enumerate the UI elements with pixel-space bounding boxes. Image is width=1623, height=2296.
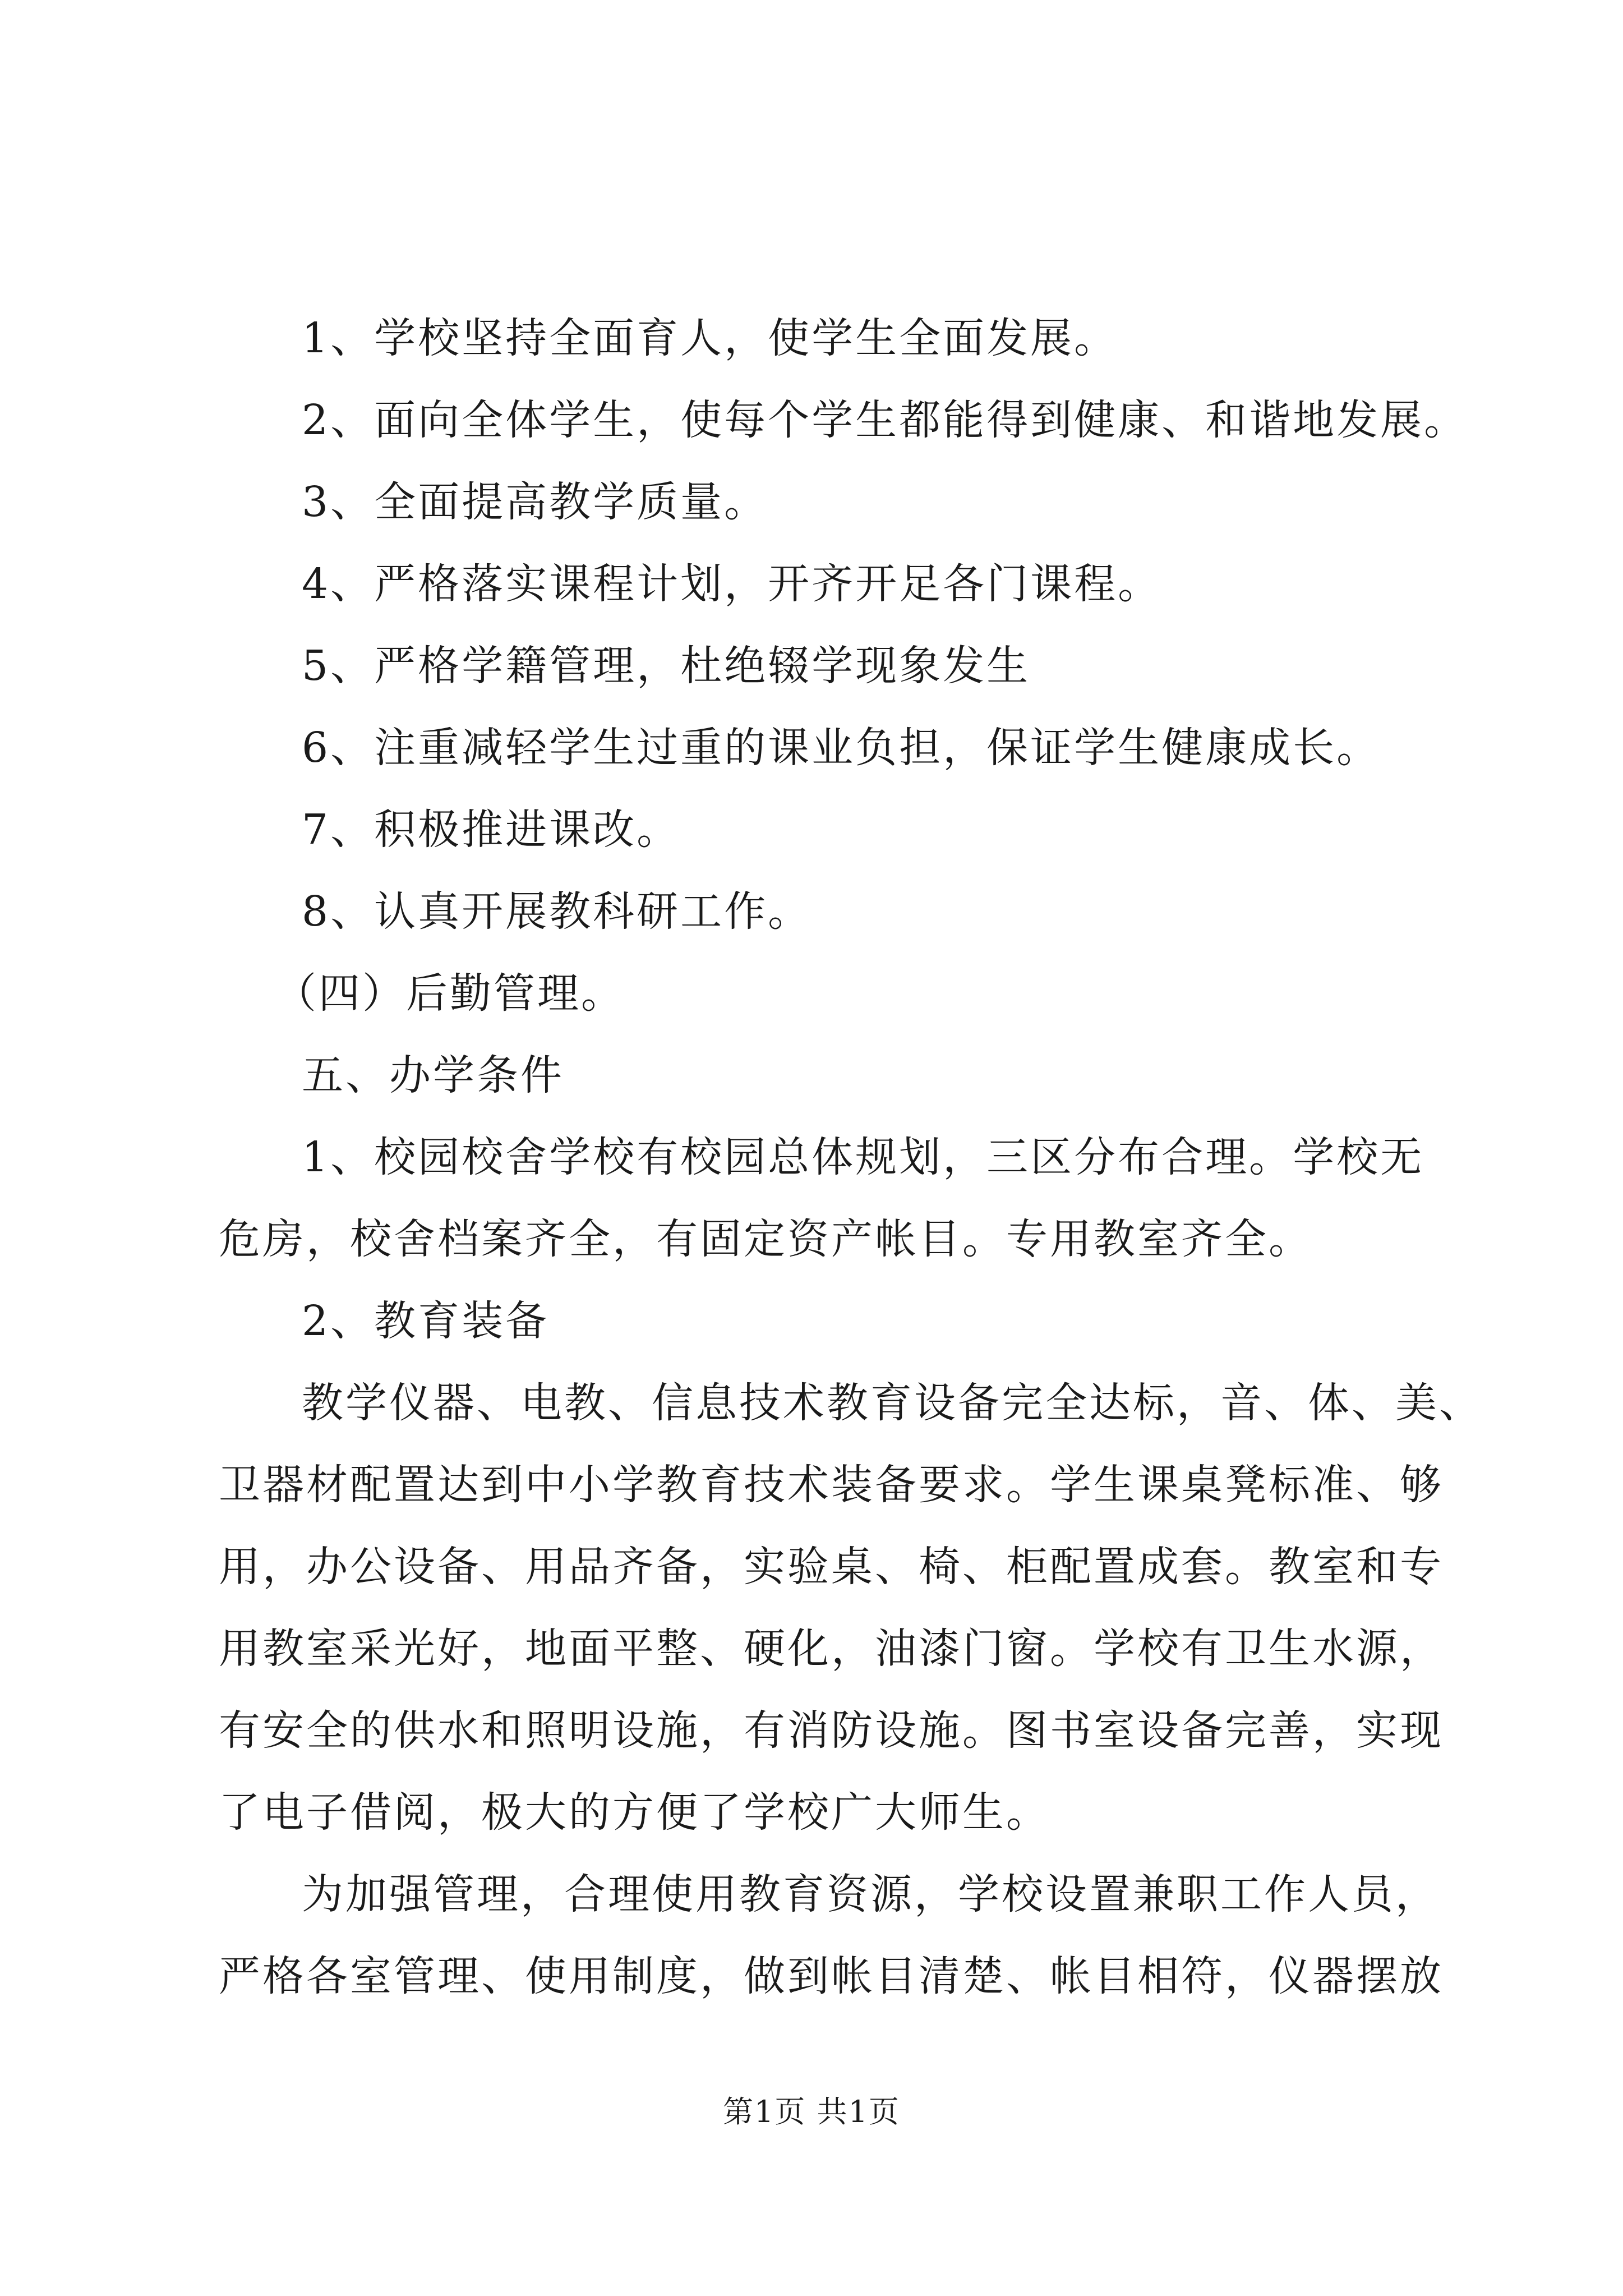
paragraph-line: 教学仪器、电教、信息技术教育设备完全达标，音、体、美、 — [302, 1379, 1483, 1427]
subsection-heading: 2、教育装备 — [302, 1297, 550, 1345]
paragraph-line: 用，办公设备、用品齐备，实验桌、椅、柜配置成套。教室和专 — [219, 1543, 1444, 1591]
paragraph-line: 1、校园校舍学校有校园总体规划，三区分布合理。学校无 — [302, 1133, 1424, 1181]
paragraph-line: 为加强管理，合理使用教育资源，学校设置兼职工作人员， — [302, 1870, 1439, 1918]
page-footer: 第1页 共1页 — [723, 2094, 900, 2129]
paragraph-line: 3、全面提高教学质量。 — [302, 478, 768, 526]
section-heading: （四）后勤管理。 — [275, 969, 625, 1018]
document-body — [219, 297, 1483, 2017]
paragraph-line: 1、学校坚持全面育人，使学生全面发展。 — [302, 314, 1118, 362]
paragraph-line: 8、认真开展教科研工作。 — [302, 887, 812, 936]
paragraph-line: 严格各室管理、使用制度，做到帐目清楚、帐目相符，仪器摆放 — [219, 1952, 1444, 2000]
paragraph-line: 危房，校舍档案齐全，有固定资产帐目。专用教室齐全。 — [219, 1215, 1312, 1263]
paragraph-line: 有安全的供水和照明设施，有消防设施。图书室设备完善，实现 — [219, 1706, 1444, 1755]
paragraph-line: 了电子借阅，极大的方便了学校广大师生。 — [219, 1788, 1050, 1837]
paragraph-line: 用教室采光好，地面平整、硬化，油漆门窗。学校有卫生水源， — [219, 1625, 1444, 1673]
paragraph-line: 4、严格落实课程计划，开齐开足各门课程。 — [302, 560, 1162, 608]
paragraph-line: 7、积极推进课改。 — [302, 806, 681, 854]
section-heading: 五、办学条件 — [302, 1051, 564, 1099]
paragraph-line: 卫器材配置达到中小学教育技术装备要求。学生课桌凳标准、够 — [219, 1461, 1444, 1509]
paragraph-line: 6、注重减轻学生过重的课业负担，保证学生健康成长。 — [302, 724, 1381, 772]
paragraph-line: 5、严格学籍管理，杜绝辍学现象发生 — [302, 642, 1031, 690]
paragraph-line: 2、面向全体学生，使每个学生都能得到健康、和谐地发展。 — [302, 396, 1468, 444]
